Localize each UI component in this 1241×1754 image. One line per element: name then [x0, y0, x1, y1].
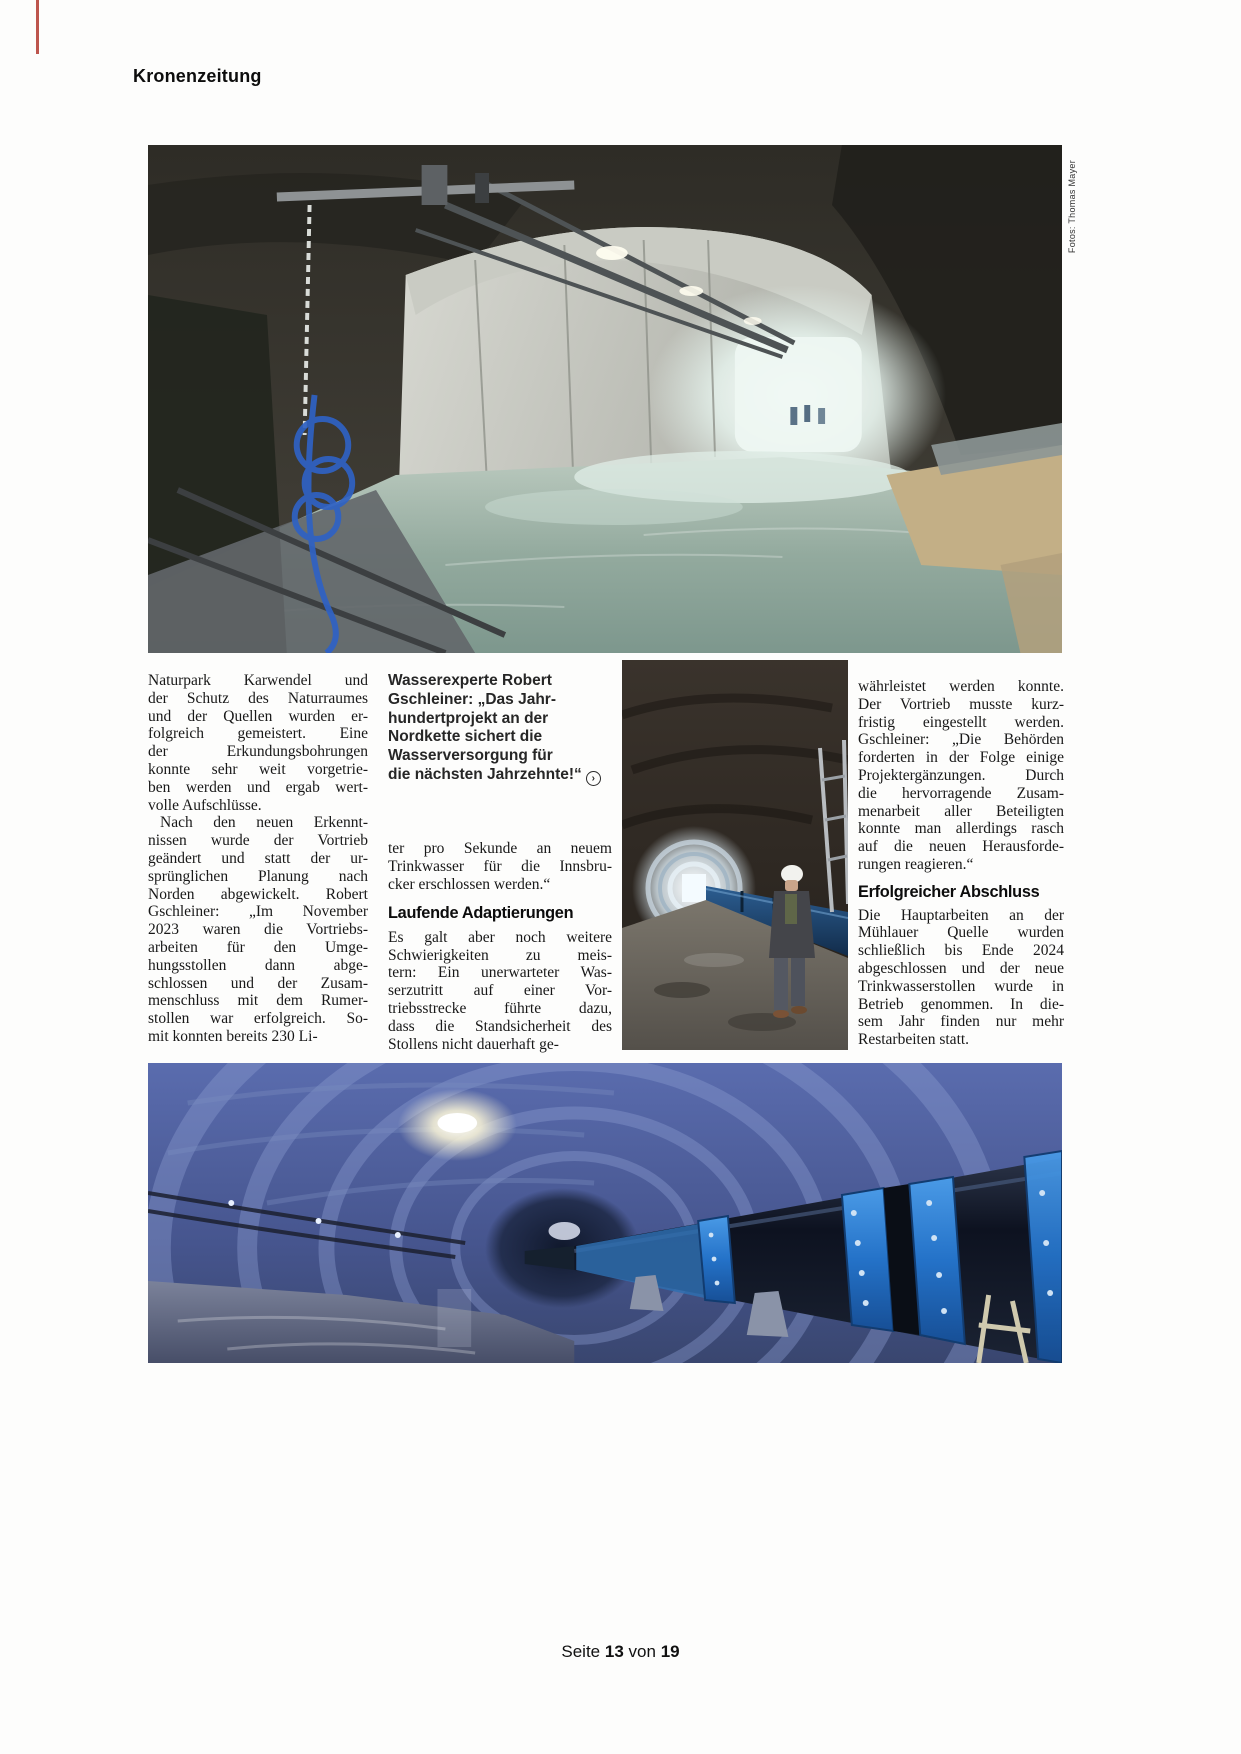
footer-label-of: von — [628, 1642, 656, 1661]
paragraph: Naturpark Karwendel und der Schutz des Naturraumes und der Quellen wurden er- folgreich gemeistert. Eine der Erkundungsbohrungen konnte sehr weit vorgetrie- ben werden und ergab wert- volle Aufschlüsse. — [148, 672, 368, 814]
article-end-icon: › — [586, 771, 601, 786]
pipeline-tunnel-illustration — [148, 1063, 1062, 1363]
paragraph: Nach den neuen Erkennt- nissen wurde der Vortrieb geändert und statt der ur- sprünglichen Planung nach Norden abgewickelt. Robert Gschleiner: „Im November 2023 waren die Vortriebs- arbeiten für den Umge- hungsstollen dann abge- schlossen und der Zusam- menschluss mit dem Rumer- stollen war erfolgreich. So- mit konnten bereits 230 Li- — [148, 814, 368, 1045]
footer-page-number: 13 — [604, 1642, 624, 1661]
page-footer — [0, 1642, 1241, 1662]
worker-tunnel-illustration — [622, 660, 848, 1050]
footer-label-page: Seite — [561, 1642, 601, 1661]
intro-last-line: die nächsten Jahrzehnte!“ › — [388, 766, 612, 787]
intro-lines: Wasserexperte Robert Gschleiner: „Das Jahr- hundertprojekt an der Nordkette sichert die Wasserversorgung für — [388, 672, 556, 765]
article-column-2 — [388, 672, 612, 1053]
paragraph: Es galt aber noch weitere Schwierigkeiten zu meis- tern: Ein unerwarteter Was- serzutritt auf einer Vor- triebsstrecke führte dazu, dass die Standsicherheit des Stollens nicht dauerhaft ge- — [388, 928, 612, 1053]
bold-intro-quote — [388, 672, 612, 786]
article-column-3 — [858, 678, 1064, 1049]
photo-credit: Fotos: Thomas Mayer — [1067, 160, 1077, 254]
sub-heading: Laufende Adaptierungen — [388, 902, 574, 922]
top-photo-tunnel-with-water — [148, 145, 1062, 653]
bottom-photo-pipeline-tunnel — [148, 1063, 1062, 1363]
tunnel-water-illustration — [148, 145, 1062, 653]
middle-photo-worker-in-tunnel — [622, 660, 848, 1050]
article-column-1 — [148, 672, 368, 1046]
paragraph: währleistet werden konnte. Der Vortrieb musste kurz- fristig eingestellt werden. Gschleiner: „Die Behörden forderten in der Folge einige Projektergänzungen. Durch die hervorragende Zusam- menarbeit aller Beteiligten konnte man allerdings rasch auf die neuen Herausforde- rungen reagieren.“ — [858, 678, 1064, 873]
sub-heading: Erfolgreicher Abschluss — [858, 881, 1040, 901]
tunnel-lamp — [398, 1089, 517, 1161]
scan-edge-artifact — [36, 0, 39, 54]
paragraph: Die Hauptarbeiten an der Mühlauer Quelle wurden schließlich bis Ende 2024 abgeschlossen und der neue Trinkwasserstollen wurde in Betrieb genommen. In die- sem Jahr finden nur mehr Restarbeiten statt. — [858, 906, 1064, 1049]
footer-total-pages: 19 — [660, 1642, 680, 1661]
paragraph: ter pro Sekunde an neuem Trinkwasser für die Innsbru- cker erschlossen werden.“ — [388, 840, 612, 894]
publication-name: Kronenzeitung — [133, 66, 262, 86]
